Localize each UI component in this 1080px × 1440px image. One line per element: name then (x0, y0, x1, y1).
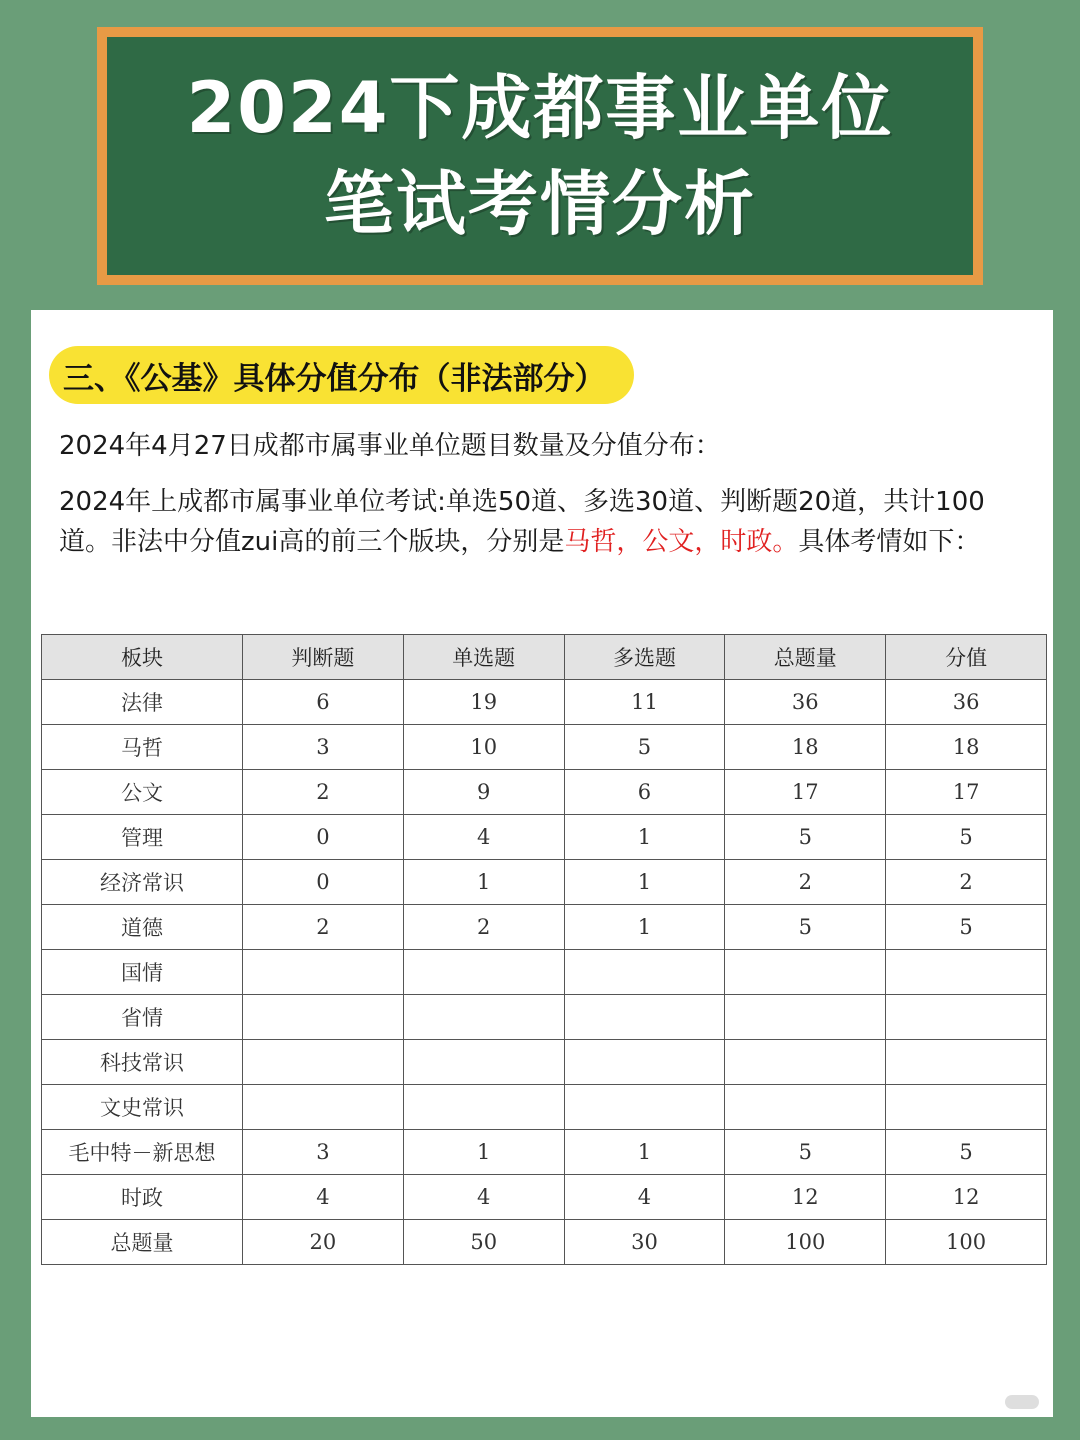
row-label-cell: 总题量 (42, 1220, 243, 1265)
value-cell: 1 (564, 1130, 725, 1175)
table-row (42, 860, 1047, 905)
table-row (42, 770, 1047, 815)
row-label-cell: 马哲 (42, 725, 243, 770)
value-cell: 1 (564, 815, 725, 860)
value-cell: 17 (725, 770, 886, 815)
value-cell (886, 1085, 1047, 1130)
intro-text: 2024年4月27日成都市属事业单位题目数量及分值分布： (59, 431, 721, 461)
title-line-1: 2024下成都事业单位 (186, 67, 894, 149)
value-cell (243, 1040, 404, 1085)
section-heading: 三、《公基》具体分值分布（非法部分） (63, 360, 606, 397)
section-heading-pill (49, 346, 634, 404)
score-table (41, 634, 1047, 1265)
watermark-logo (1005, 1395, 1039, 1409)
row-label-cell: 毛中特－新思想 (42, 1130, 243, 1175)
value-cell: 10 (403, 725, 564, 770)
value-cell (725, 995, 886, 1040)
value-cell (243, 950, 404, 995)
table-row (42, 1220, 1047, 1265)
table-row (42, 950, 1047, 995)
value-cell (243, 1085, 404, 1130)
value-cell: 1 (564, 860, 725, 905)
value-cell (403, 1085, 564, 1130)
column-header: 总题量 (725, 635, 886, 680)
row-label-cell: 时政 (42, 1175, 243, 1220)
row-label-cell: 管理 (42, 815, 243, 860)
value-cell: 19 (403, 680, 564, 725)
table-row (42, 905, 1047, 950)
column-header: 多选题 (564, 635, 725, 680)
summary-text-end: 具体考情如下： (798, 527, 981, 557)
value-cell: 17 (886, 770, 1047, 815)
value-cell: 6 (564, 770, 725, 815)
value-cell (403, 1040, 564, 1085)
value-cell: 11 (564, 680, 725, 725)
value-cell: 2 (403, 905, 564, 950)
value-cell (403, 995, 564, 1040)
value-cell (886, 950, 1047, 995)
value-cell: 5 (564, 725, 725, 770)
table-row (42, 1040, 1047, 1085)
column-header: 判断题 (243, 635, 404, 680)
table-row (42, 1130, 1047, 1175)
value-cell: 1 (564, 905, 725, 950)
value-cell: 2 (243, 905, 404, 950)
value-cell: 3 (243, 1130, 404, 1175)
value-cell: 4 (243, 1175, 404, 1220)
value-cell: 5 (725, 905, 886, 950)
value-cell: 9 (403, 770, 564, 815)
summary-highlight: 马哲，公文，时政。 (564, 527, 799, 557)
summary-paragraph (59, 482, 1019, 562)
column-header: 分值 (886, 635, 1047, 680)
row-label-cell: 省情 (42, 995, 243, 1040)
value-cell: 12 (886, 1175, 1047, 1220)
value-cell: 20 (243, 1220, 404, 1265)
title-line-2: 笔试考情分析 (324, 163, 756, 245)
value-cell: 4 (403, 815, 564, 860)
value-cell: 100 (886, 1220, 1047, 1265)
value-cell: 3 (243, 725, 404, 770)
value-cell: 4 (403, 1175, 564, 1220)
value-cell: 5 (886, 1130, 1047, 1175)
value-cell: 0 (243, 860, 404, 905)
value-cell (564, 995, 725, 1040)
value-cell (886, 995, 1047, 1040)
value-cell: 12 (725, 1175, 886, 1220)
value-cell: 100 (725, 1220, 886, 1265)
row-label-cell: 国情 (42, 950, 243, 995)
value-cell: 5 (886, 905, 1047, 950)
row-label-cell: 公文 (42, 770, 243, 815)
value-cell: 5 (886, 815, 1047, 860)
value-cell: 5 (725, 815, 886, 860)
row-label-cell: 科技常识 (42, 1040, 243, 1085)
value-cell: 36 (886, 680, 1047, 725)
table-row (42, 725, 1047, 770)
value-cell: 5 (725, 1130, 886, 1175)
value-cell (725, 1085, 886, 1130)
table-row (42, 1175, 1047, 1220)
table-row (42, 680, 1047, 725)
row-label-cell: 法律 (42, 680, 243, 725)
table-row (42, 815, 1047, 860)
value-cell: 50 (403, 1220, 564, 1265)
row-label-cell: 经济常识 (42, 860, 243, 905)
value-cell: 4 (564, 1175, 725, 1220)
value-cell: 18 (886, 725, 1047, 770)
column-header: 板块 (42, 635, 243, 680)
value-cell (564, 1085, 725, 1130)
value-cell (403, 950, 564, 995)
value-cell (725, 950, 886, 995)
table-body (42, 680, 1047, 1265)
content-card (31, 310, 1053, 1417)
table-header-row (42, 635, 1047, 680)
column-header: 单选题 (403, 635, 564, 680)
value-cell: 0 (243, 815, 404, 860)
value-cell: 2 (243, 770, 404, 815)
value-cell: 1 (403, 1130, 564, 1175)
table-row (42, 995, 1047, 1040)
value-cell: 2 (886, 860, 1047, 905)
value-cell: 2 (725, 860, 886, 905)
row-label-cell: 道德 (42, 905, 243, 950)
row-label-cell: 文史常识 (42, 1085, 243, 1130)
value-cell (725, 1040, 886, 1085)
value-cell: 6 (243, 680, 404, 725)
value-cell (564, 1040, 725, 1085)
value-cell: 30 (564, 1220, 725, 1265)
table-row (42, 1085, 1047, 1130)
value-cell: 36 (725, 680, 886, 725)
value-cell (886, 1040, 1047, 1085)
value-cell: 18 (725, 725, 886, 770)
value-cell (564, 950, 725, 995)
value-cell (243, 995, 404, 1040)
title-banner (97, 27, 983, 285)
summary-text: 2024年上成都市属事业单位考试:单选50道、多选30道、判断题20道，共计100道。非法中分值zui高的前三个版块，分别是 (59, 487, 985, 557)
value-cell: 1 (403, 860, 564, 905)
